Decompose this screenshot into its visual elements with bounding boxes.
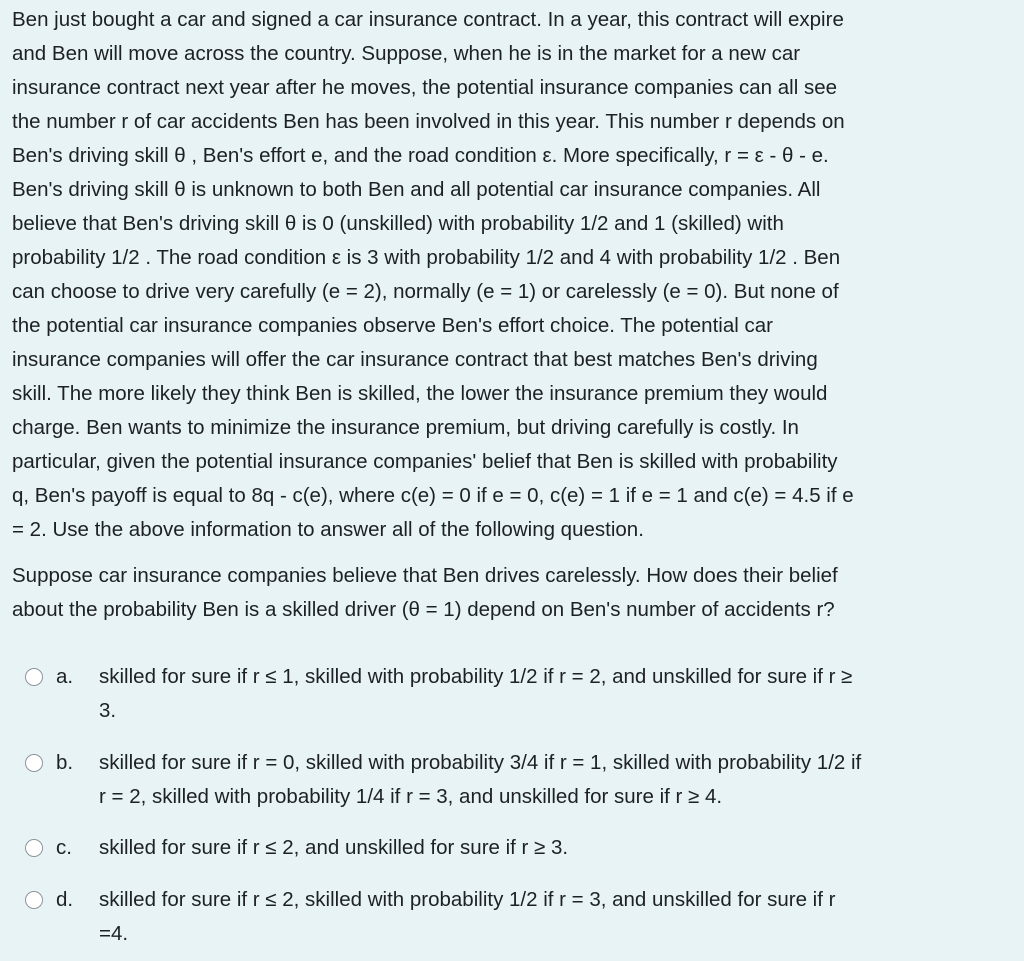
radio-button-b[interactable]	[25, 754, 43, 772]
question-stem: Ben just bought a car and signed a car insurance contract. In a year, this contract will expire and Ben will move across the country. Suppose, when he is in the market for a new car insurance contract next year after he moves, the potential insurance companies can all see the number r of car accidents Ben has been involved in this year. This number r depends on Ben's driving skill θ , Ben's effort e, and the road condition ε. More specifically, r = ε - θ - e. Ben's driving skill θ is unknown to both Ben and all potential car insurance companies. All believe that Ben's driving skill θ is 0 (unskilled) with probability 1/2 and 1 (skilled) with probability 1/2 . The road condition ε is 3 with probability 1/2 and 4 with probability 1/2 . Ben can choose to drive very carefully (e = 2), normally (e = 1) or carelessly (e = 0). But none of the potential car insurance companies observe Ben's effort choice. The potential car insurance companies will offer the car insurance contract that best matches Ben's driving skill. The more likely they think Ben is skilled, the lower the insurance premium they would charge. Ben wants to minimize the insurance premium, but driving carefully is costly. In particular, given the potential insurance companies' belief that Ben is skilled with probability q, Ben's payoff is equal to 8q - c(e), where c(e) = 0 if e = 0, c(e) = 1 if e = 1 and c(e) = 4.5 if e = 2. Use the above information to answer all of the following question.	[12, 8, 854, 541]
radio-button-a[interactable]	[25, 668, 43, 686]
option-text-c[interactable]: skilled for sure if r ≤ 2, and unskilled for sure if r ≥ 3.	[99, 836, 569, 859]
radio-button-c[interactable]	[25, 839, 43, 857]
option-text-b[interactable]: skilled for sure if r = 0, skilled with probability 3/4 if r = 1, skilled with probability 1/2 if r = 2, skilled with probability 1/4 if r = 3, and unskilled for sure if r ≥ 4.	[99, 751, 862, 808]
option-text-a[interactable]: skilled for sure if r ≤ 1, skilled with probability 1/2 if r = 2, and unskilled for sure if r ≥ 3.	[99, 665, 853, 722]
radio-button-d[interactable]	[25, 891, 43, 909]
option-letter-d: d.	[56, 888, 74, 911]
option-letter-a: a.	[56, 665, 74, 688]
question-prompt: Suppose car insurance companies believe that Ben drives carelessly. How does their belief about the probability Ben is a skilled driver (θ = 1) depend on Ben's number of accidents r?	[12, 564, 838, 621]
question-text	[12, 3, 1012, 547]
option-letter-b: b.	[56, 751, 74, 774]
option-text-d[interactable]: skilled for sure if r ≤ 2, skilled with probability 1/2 if r = 3, and unskilled for sure if r =4.	[99, 888, 836, 945]
option-letter-c: c.	[56, 836, 72, 859]
